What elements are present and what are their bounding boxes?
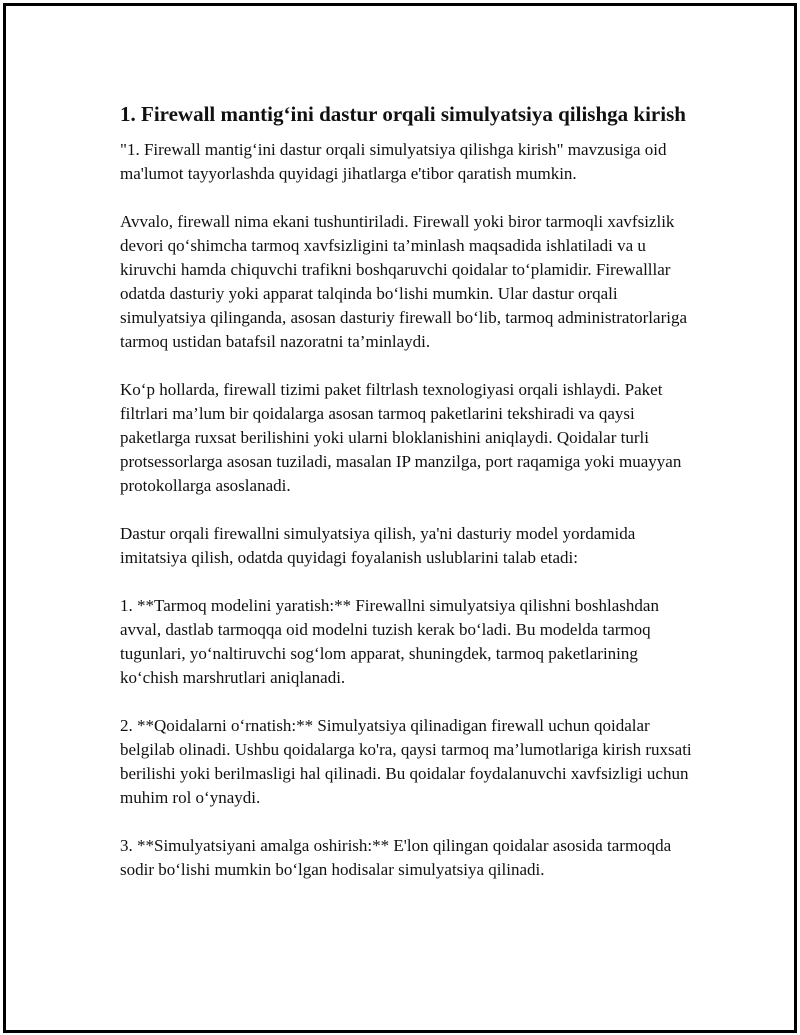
list-item-simulation: 3. **Simulyatsiyani amalga oshirish:** E'lon qilingan qoidalar asosida tarmoqda sodir bo‘lishi mumkin bo‘lgan hodisalar simulyatsiya qilinadi.	[120, 836, 672, 879]
paragraph-simulation-methods: Dastur orqali firewallni simulyatsiya qilish, ya'ni dasturiy model yordamida imitatsiya qilish, odatda quyidagi foyalanish uslublarini talab etadi:	[120, 524, 636, 567]
paragraph-packet-filtering: Ko‘p hollarda, firewall tizimi paket filtrlash texnologiyasi orqali ishlaydi. Paket filtrlari ma’lum bir qoidalarga asosan tarmoq paketlarini tekshiradi va qaysi paketlarga ruxsat berilishini yoki ularni bloklanishini aniqlaydi. Qoidalar turli protsessorlarga asosan tuziladi, masalan IP manzilga, port raqamiga yoki muayyan protokollarga asoslanadi.	[120, 380, 682, 495]
page-frame	[3, 3, 797, 1033]
document-title: 1. Firewall mantig‘ini dastur orqali simulyatsiya qilishga kirish	[120, 102, 686, 126]
list-item-rules: 2. **Qoidalarni o‘rnatish:** Simulyatsiya qilinadigan firewall uchun qoidalar belgilab olinadi. Ushbu qoidalarga ko'ra, qaysi tarmoq ma’lumotlariga kirish ruxsati berilishi yoki berilmasligi hal qilinadi. Bu qoidalar foydalanuvchi xavfsizligi uchun muhim rol o‘ynaydi.	[120, 716, 692, 807]
paragraph-firewall-definition: Avvalo, firewall nima ekani tushuntiriladi. Firewall yoki biror tarmoqli xavfsizlik devori qo‘shimcha tarmoq xavfsizligini ta’minlash maqsadida ishlatiladi va u kiruvchi hamda chiquvchi trafikni boshqaruvchi qoidalar to‘plamidir. Firewalllar odatda dasturiy yoki apparat talqinda bo‘lishi mumkin. Ular dastur orqali simulyatsiya qilinganda, asosan dasturiy firewall bo‘lib, tarmoq administratorlariga tarmoq ustidan batafsil nazoratni ta’minlaydi.	[120, 212, 688, 351]
list-item-network-model: 1. **Tarmoq modelini yaratish:** Firewallni simulyatsiya qilishni boshlashdan avval, dastlab tarmoqqa oid modelni tuzish kerak bo‘ladi. Bu modelda tarmoq tugunlari, yo‘naltiruvchi sog‘lom apparat, shuningdek, tarmoq paketlarining ko‘chish marshrutlari aniqlanadi.	[120, 596, 659, 687]
paragraph-intro: "1. Firewall mantig‘ini dastur orqali simulyatsiya qilishga kirish" mavzusiga oid ma'lumot tayyorlashda quyidagi jihatlarga e'tibor qaratish mumkin.	[120, 140, 667, 183]
document-body	[120, 100, 695, 882]
